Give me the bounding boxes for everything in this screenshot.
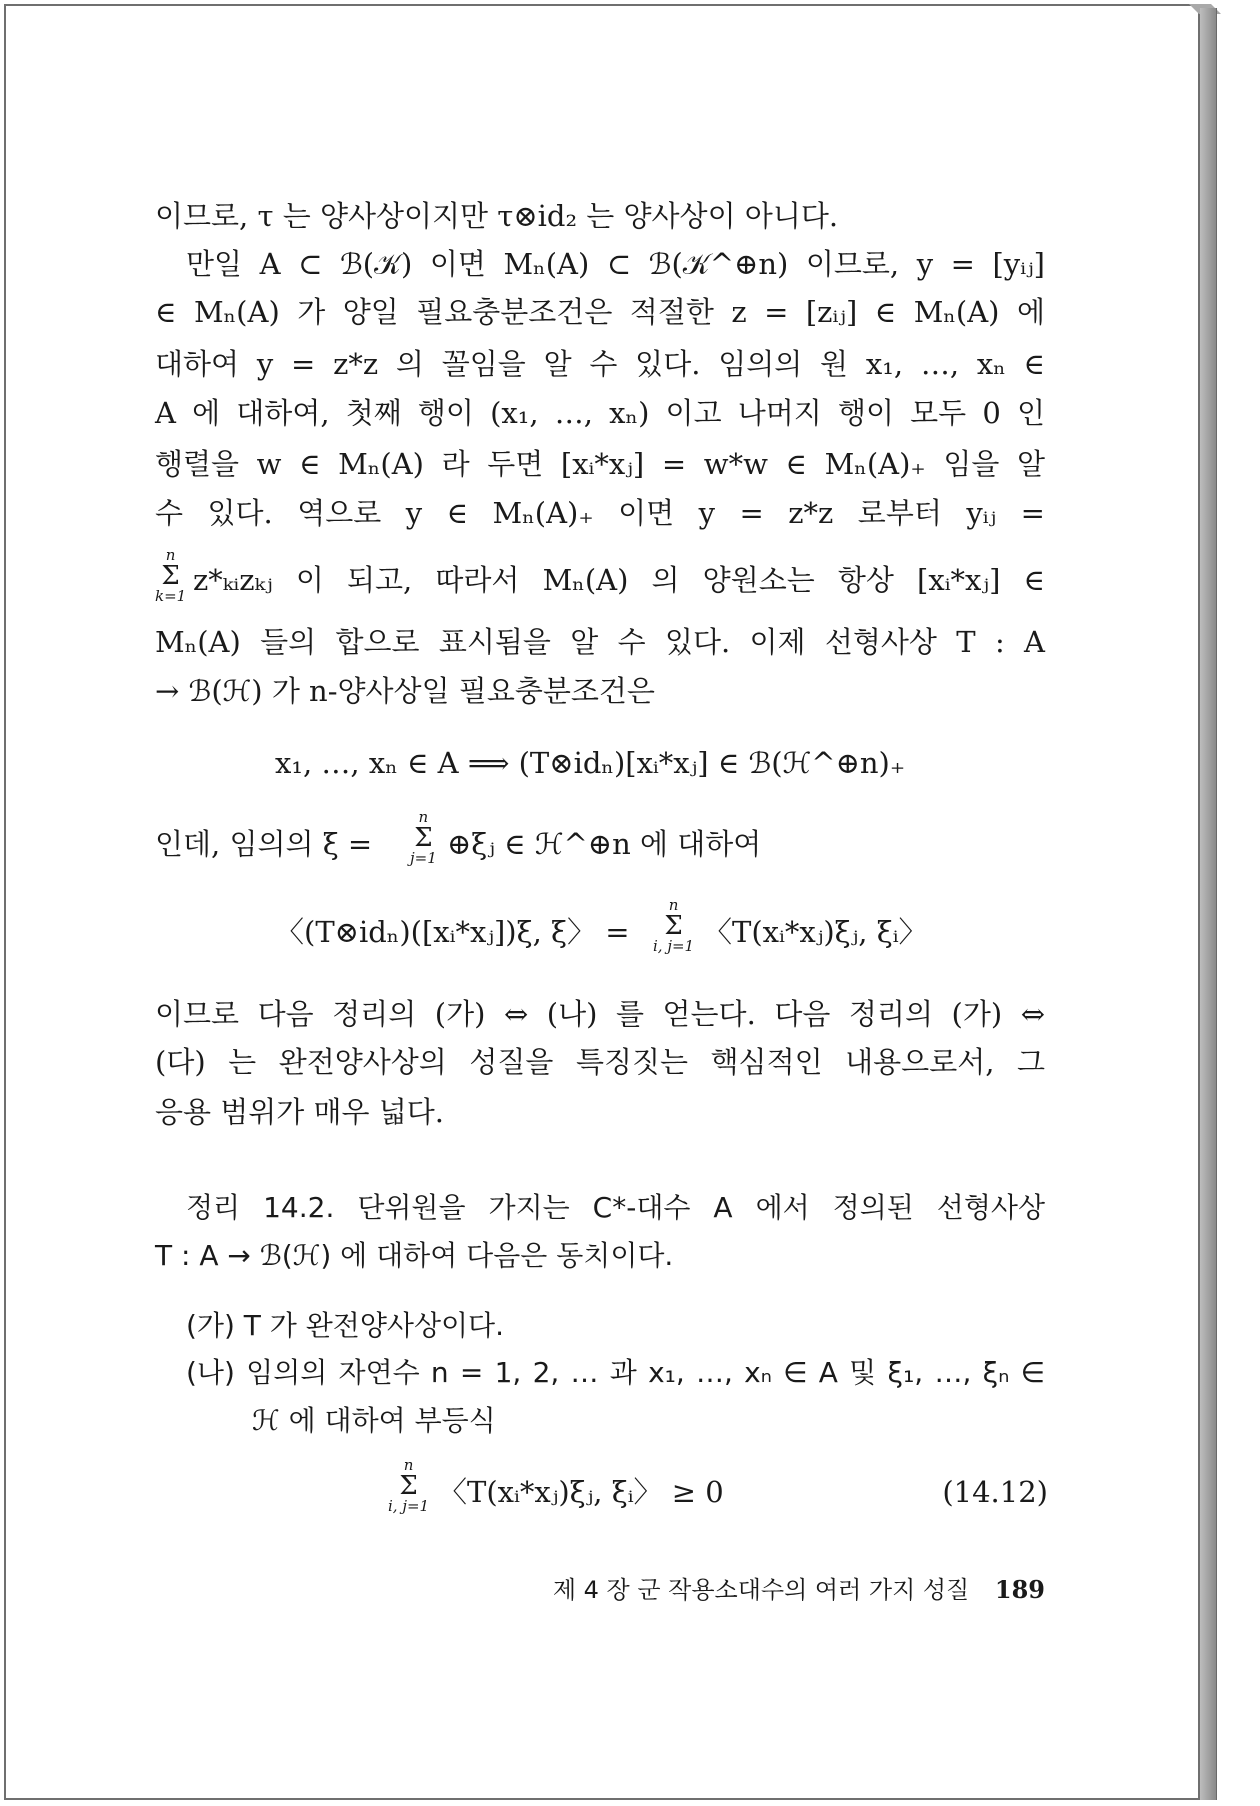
equation-body: 〈T(xᵢ*xⱼ)ξⱼ, ξᵢ〉 ≥ 0 <box>438 1475 724 1509</box>
text-line: A 에 대하여, 첫째 행이 (x₁, …, xₙ) 이고 나머지 행이 모두 0 인 <box>155 396 1045 430</box>
text-line: 행렬을 w ∈ Mₙ(A) 라 두면 [xᵢ*xⱼ] = w*w ∈ Mₙ(A)₊ 임을 알 <box>155 447 1045 481</box>
display-equation: x₁, …, xₙ ∈ A ⟹ (T⊗idₙ)[xᵢ*xⱼ] ∈ ℬ(ℋ^⊕n)₊ <box>275 746 906 780</box>
sum-lower-limit: i, j=1 <box>388 1497 430 1515</box>
text-line: (다) 는 완전양사상의 성질을 특징짓는 핵심적인 내용으로서, 그 <box>155 1045 1045 1079</box>
text-line: 수 있다. 역으로 y ∈ Mₙ(A)₊ 이면 y = z*z 로부터 yᵢⱼ = <box>155 496 1045 530</box>
page-number: 189 <box>994 1575 1045 1604</box>
text-fragment: z*ₖᵢzₖⱼ 이 되고, 따라서 Mₙ(A) 의 양원소는 항상 [xᵢ*xⱼ] ∈ <box>193 563 1045 597</box>
text-line: 만일 A ⊂ ℬ(𝒦) 이면 Mₙ(A) ⊂ ℬ(𝒦^⊕n) 이므로, y = [yᵢⱼ] <box>186 247 1045 281</box>
theorem-heading: 정리 14.2. 단위원을 가지는 C*-대수 A 에서 정의된 선형사상 <box>186 1191 1045 1224</box>
equation-rhs: 〈T(xᵢ*xⱼ)ξⱼ, ξᵢ〉 <box>703 915 928 949</box>
page-stack-edge <box>1200 8 1217 1800</box>
text-line: 이므로, τ 는 양사상이지만 τ⊗id₂ 는 양사상이 아니다. <box>155 199 839 233</box>
theorem-item: ℋ 에 대하여 부등식 <box>252 1404 496 1437</box>
display-equation-numbered <box>388 1456 1048 1522</box>
sigma-symbol: Σ <box>399 1471 418 1501</box>
sum-upper-limit: n <box>418 808 429 826</box>
sum-lower-limit: j=1 <box>410 849 437 867</box>
text-fragment: ⊕ξⱼ ∈ ℋ^⊕n 에 대하여 <box>447 827 762 861</box>
running-footer <box>494 1570 1045 1605</box>
sum-upper-limit: n <box>668 896 679 914</box>
text-line: 응용 범위가 매우 넓다. <box>155 1095 444 1129</box>
text-line: 대하여 y = z*z 의 꼴임을 알 수 있다. 임의의 원 x₁, …, xₙ ∈ <box>155 347 1045 381</box>
text-line-with-sum <box>155 808 1045 872</box>
sum-upper-limit: n <box>165 546 176 564</box>
summation <box>155 548 186 604</box>
display-equation <box>275 896 975 962</box>
text-line: Mₙ(A) 들의 합으로 표시됨을 알 수 있다. 이제 선형사상 T : A <box>155 625 1045 659</box>
equation-number: (14.12) <box>942 1475 1048 1509</box>
sum-upper-limit: n <box>403 1456 414 1474</box>
summation <box>653 898 694 954</box>
summation <box>410 810 437 866</box>
chapter-title: 제 4 장 군 작용소대수의 여러 가지 성질 <box>552 1576 970 1604</box>
text-line: ∈ Mₙ(A) 가 양일 필요충분조건은 적절한 z = [zᵢⱼ] ∈ Mₙ(A) 에 <box>155 295 1045 329</box>
theorem-item: (가) T 가 완전양사상이다. <box>186 1309 504 1342</box>
text-fragment: 인데, 임의의 ξ = <box>155 827 373 861</box>
equation-lhs: 〈(T⊗idₙ)([xᵢ*xⱼ])ξ, ξ〉 = <box>275 915 630 949</box>
theorem-item: (나) 임의의 자연수 n = 1, 2, … 과 x₁, …, xₙ ∈ A 및 ξ₁, …, ξₙ ∈ <box>186 1356 1045 1389</box>
text-line-with-sum <box>155 548 1045 608</box>
sigma-symbol: Σ <box>664 911 683 941</box>
sigma-symbol: Σ <box>161 561 180 591</box>
sum-lower-limit: i, j=1 <box>653 937 695 955</box>
summation <box>388 1458 429 1514</box>
theorem-text: T : A → ℬ(ℋ) 에 대하여 다음은 동치이다. <box>155 1239 674 1272</box>
text-line: → ℬ(ℋ) 가 n-양사상일 필요충분조건은 <box>155 674 655 708</box>
sum-lower-limit: k=1 <box>155 587 187 605</box>
text-line: 이므로 다음 정리의 (가) ⇔ (나) 를 얻는다. 다음 정리의 (가) ⇔ <box>155 997 1045 1031</box>
sigma-symbol: Σ <box>414 823 433 853</box>
